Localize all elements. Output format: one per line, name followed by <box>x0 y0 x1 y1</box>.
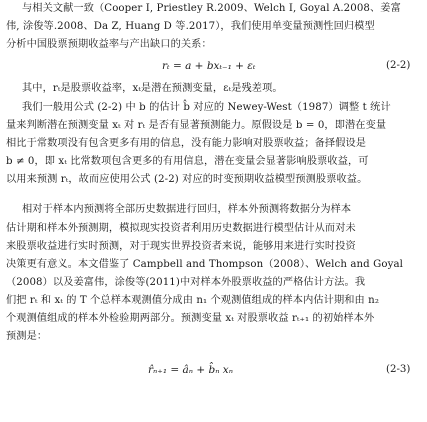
paragraph-2-line-6: 以用来预测 rₜ，故而应使用公式 (2-2) 对应的时变预期收益模型预测股票收益。 <box>6 174 368 185</box>
paragraph-2-line-3: 量来判断潜在预测变量 xₜ 对 rₜ 是否有显著预测能力。原假设是 b = 0，即潜在变量 <box>6 120 387 131</box>
paragraph-1-line-3: 分析中国股票预期收益率与产出缺口的关系： <box>6 39 212 50</box>
paragraph-2-line-2: 我们一般用公式 (2-2) 中 b 的估计 b̂ 对应的 Newey-West（1987）调整 t 统计 <box>22 102 391 113</box>
equation-2-2: rₜ = a + bxₜ₋₁ + εₜ <box>162 60 256 72</box>
paragraph-1-line-1: 与相关文献一致（Cooper I, Priestley R.2009、Welch I, Goyal A.2008、姜富 <box>22 3 401 14</box>
paragraph-2-line-1: 其中，rₜ是股票收益率，xₜ是潜在预测变量，εₜ是残差项。 <box>22 83 283 94</box>
paragraph-3-line-3: 来股票收益进行实时预测，对于现实世界投资者来说，能够用来进行实时投资 <box>6 241 356 252</box>
paragraph-1-line-2: 伟, 涂俊等.2008、Da Z, Huang D 等.2017），我们使用单变量预测性回归模型 <box>6 21 375 32</box>
equation-2-2-number: (2-2) <box>386 60 411 71</box>
equation-2-3: r̂ₙ₊₁ = âₙ + b̂ₙ xₙ <box>148 364 233 376</box>
paragraph-3-line-1: 相对于样本内预测将全部历史数据进行回归，样本外预测将数据分为样本 <box>22 204 352 215</box>
paragraph-3-line-4: 决策更有意义。本文借鉴了 Campbell and Thompson（2008）、Welch and Goyal <box>6 259 404 270</box>
equation-2-3-number: (2-3) <box>386 364 411 375</box>
paragraph-3-line-5: （2008）以及姜富伟，涂俊等(2011)中对样本外股票收益的严格估计方法。我 <box>6 277 366 288</box>
paragraph-3-line-2: 估计期和样本外预测期，模拟现实投资者利用历史数据进行模型估计从而对未 <box>6 223 356 234</box>
paragraph-2-line-5: b ≠ 0，即 xₜ 比常数项包含更多的有用信息，潜在变量会显著影响股票收益，可 <box>6 156 369 167</box>
paragraph-3-line-6: 们把 rₜ 和 xₜ 的 T 个总样本观测值分成由 n₁ 个观测值组成的样本内估计期和由 n₂ <box>6 295 380 306</box>
paragraph-3-line-8: 预测是： <box>6 331 48 342</box>
paragraph-2-line-4: 相比于常数项没有包含更多有用的信息，没有能力影响对股票收益；备择假设是 <box>6 138 367 149</box>
paragraph-3-line-7: 个观测值组成的样本外检验期两部分。预测变量 xₜ 对股票收益 rₜ₊₁ 的初始样本外 <box>6 313 375 324</box>
